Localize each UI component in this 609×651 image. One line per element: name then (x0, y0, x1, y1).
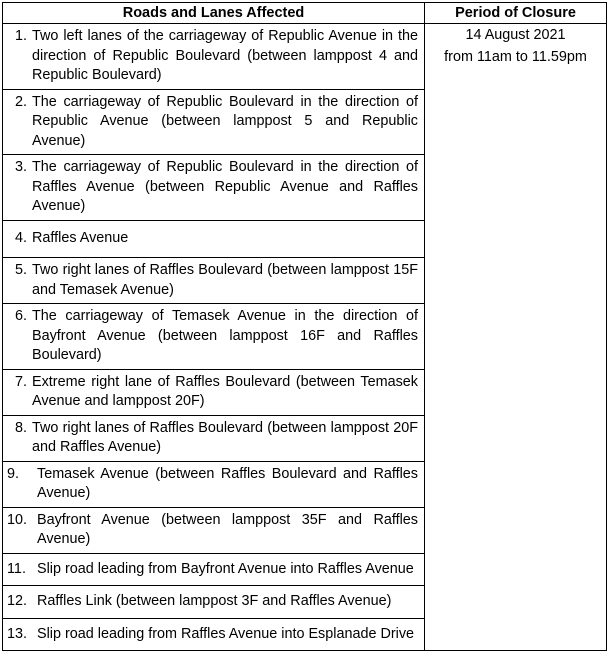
item-text: Two right lanes of Raffles Boulevard (between lamppost 15F and Temasek Avenue) (32, 262, 418, 298)
item-number: 13. (7, 625, 28, 642)
item-number: 9. (7, 465, 20, 482)
road-item-cell (3, 415, 425, 461)
item-text: Raffles Avenue (32, 229, 129, 246)
road-item-cell (3, 220, 425, 258)
road-item-cell (3, 553, 425, 586)
item-number: 7. (14, 373, 27, 390)
item-text: Slip road leading from Raffles Avenue into Esplanade Drive (37, 625, 415, 642)
item-number: 8. (14, 419, 27, 436)
item-text: The carriageway of Republic Boulevard in the direction of Raffles Avenue (between Republic Avenue and Raffles Avenue) (32, 159, 418, 214)
road-item-cell (3, 24, 425, 90)
road-item-cell (3, 586, 425, 619)
item-text: Two left lanes of the carriageway of Republic Avenue in the direction of Republic Boulevard (between lamppost 4 and Republic Boulevard) (32, 28, 418, 83)
item-number: 4. (14, 229, 27, 246)
item-text: The carriageway of Republic Boulevard in the direction of Republic Avenue (between lamppost 5 and Republic Avenue) (32, 93, 418, 149)
item-text: Raffles Link (between lamppost 3F and Raffles Avenue) (37, 593, 392, 609)
item-text: Temasek Avenue (between Raffles Boulevard and Raffles Avenue) (37, 465, 418, 501)
item-number: 3. (14, 159, 27, 175)
period-of-closure-cell (425, 24, 607, 651)
road-item-cell (3, 507, 425, 553)
road-item-cell (3, 304, 425, 370)
item-number: 12. (7, 593, 28, 609)
item-number: 11. (7, 560, 26, 577)
closure-time: from 11am to 11.59pm (444, 49, 587, 65)
road-item-cell (3, 369, 425, 415)
item-number: 10. (7, 511, 28, 528)
item-text: Extreme right lane of Raffles Boulevard (between Temasek Avenue and lamppost 20F) (32, 373, 418, 409)
table-row (3, 24, 607, 90)
item-text: Two right lanes of Raffles Boulevard (between lamppost 20F and Raffles Avenue) (32, 419, 418, 455)
road-item-cell (3, 155, 425, 221)
road-item-cell (3, 258, 425, 304)
closure-notice-sheet (0, 2, 609, 642)
item-number: 2. (14, 93, 27, 110)
item-number: 6. (14, 308, 27, 324)
item-text: Bayfront Avenue (between lamppost 35F and Raffles Avenue) (37, 511, 418, 547)
road-item-cell (3, 89, 425, 155)
road-item-cell (3, 618, 425, 651)
item-number: 5. (14, 262, 27, 278)
column-header-roads: Roads and Lanes Affected (3, 3, 425, 24)
item-text: The carriageway of Temasek Avenue in the direction of Bayfront Avenue (between lamppost 16F and Raffles Boulevard) (32, 308, 418, 363)
item-number: 1. (14, 28, 27, 44)
column-header-period: Period of Closure (425, 3, 607, 24)
road-closure-table (2, 2, 607, 651)
closure-date: 14 August 2021 (465, 27, 566, 43)
table-header-row (3, 3, 607, 24)
item-text: Slip road leading from Bayfront Avenue into Raffles Avenue (37, 560, 414, 577)
road-item-cell (3, 461, 425, 507)
